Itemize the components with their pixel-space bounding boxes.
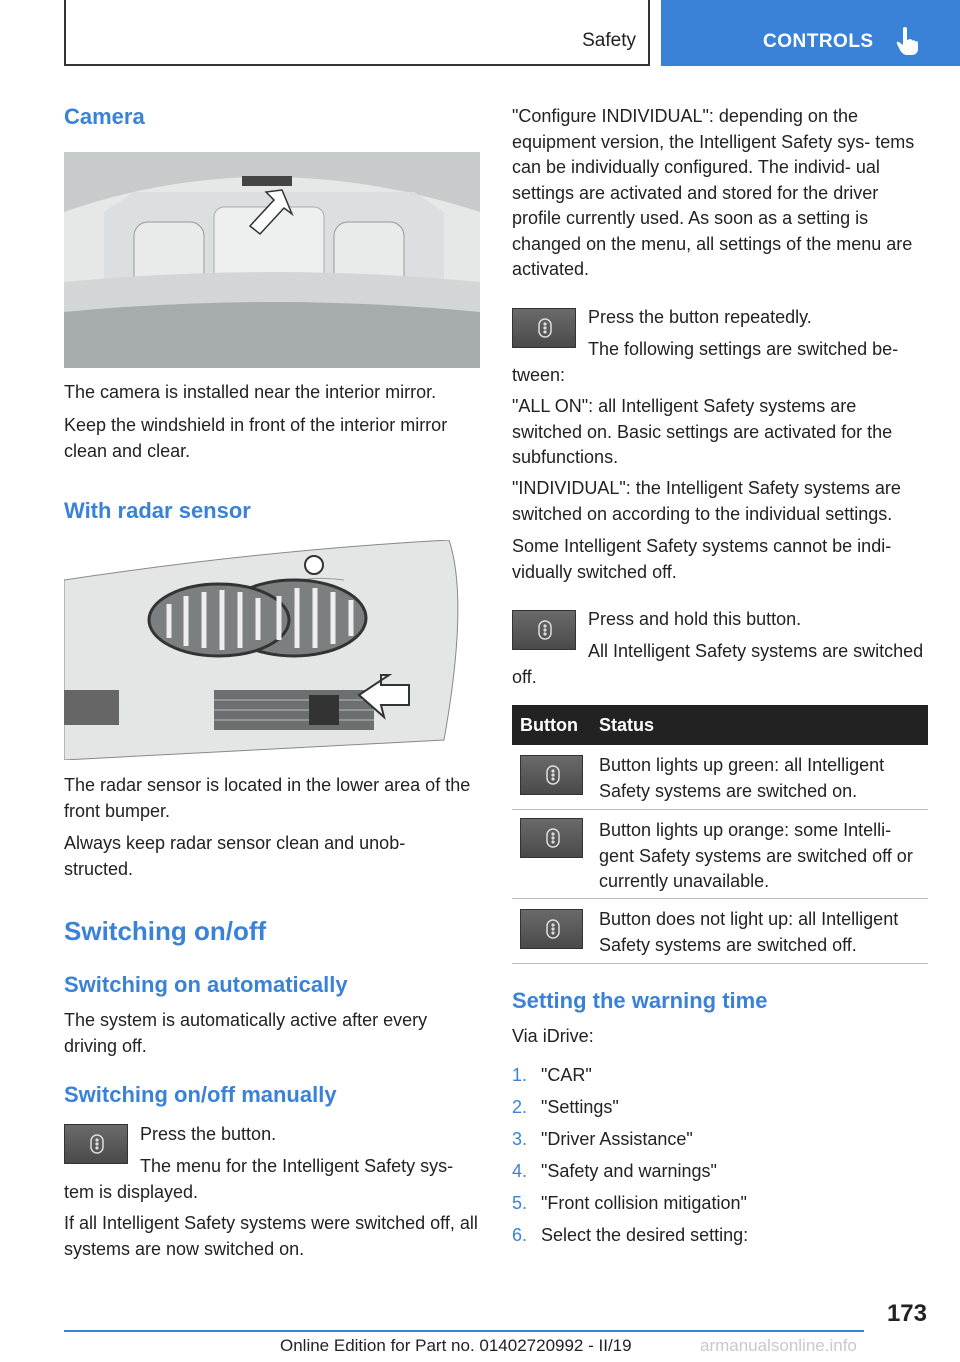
step-text: "Safety and warnings" <box>541 1161 717 1181</box>
warning-time-heading: Setting the warning time <box>512 988 768 1013</box>
camera-heading: Camera <box>64 104 145 129</box>
table-row <box>512 810 928 899</box>
safety-button-icon <box>537 318 553 338</box>
step-number: 3. <box>512 1129 528 1149</box>
camera-location-image <box>64 152 480 368</box>
status-table-header <box>512 705 928 745</box>
all-on-text: "ALL ON": all Intelligent Safety systems are switched on. Basic settings are activated for the subfunctions. <box>512 396 893 467</box>
safety-button-icon <box>545 828 561 848</box>
table-row <box>512 899 928 964</box>
safety-button-icon <box>545 919 561 939</box>
manual-press-text: Press the button. <box>140 1124 277 1144</box>
footer-edition: Online Edition for Part no. 01402720992 - II/19 <box>280 1336 632 1355</box>
table-status-text: Button lights up green: all Intelligent Safety systems are switched on. <box>599 755 885 801</box>
step-number: 4. <box>512 1161 528 1181</box>
table-row <box>512 745 928 810</box>
step-number: 2. <box>512 1097 528 1117</box>
step-number: 5. <box>512 1193 528 1213</box>
step-text: "Settings" <box>541 1097 619 1117</box>
button-off-image <box>520 909 583 949</box>
manual-text-2: If all Intelligent Safety systems were switched off, all systems are now switched on. <box>64 1213 478 1259</box>
page-number: 173 <box>886 1300 927 1327</box>
camera-text-1: The camera is installed near the interior mirror. <box>64 382 437 402</box>
step-number: 6. <box>512 1225 528 1245</box>
all-off-text: All Intelligent Safety systems are switched off. <box>512 641 924 687</box>
auto-text: The system is automatically active after every driving off. <box>64 1010 428 1056</box>
watermark: armanualsonline.info <box>700 1336 857 1355</box>
manual-heading: Switching on/off manually <box>64 1082 337 1107</box>
hand-pointer-icon <box>895 26 921 56</box>
header-chapter-title: CONTROLS <box>763 31 874 52</box>
press-repeat-text: Press the button repeatedly. <box>588 307 812 327</box>
table-col-status: Status <box>599 715 655 735</box>
header-chapter-tab[interactable] <box>661 0 960 66</box>
safety-button-icon <box>89 1134 105 1154</box>
step-text: "Driver Assistance" <box>541 1129 693 1149</box>
step-number: 1. <box>512 1065 528 1085</box>
button-orange-image <box>520 818 583 858</box>
following-text: The following settings are switched be- tween: <box>512 339 899 385</box>
table-status-text: Button does not light up: all Intelligent Safety systems are switched off. <box>599 909 899 955</box>
footer-divider <box>64 1330 864 1332</box>
some-cannot-text: Some Intelligent Safety systems cannot be indi- vidually switched off. <box>512 536 892 582</box>
auto-heading: Switching on automatically <box>64 972 348 997</box>
radar-heading: With radar sensor <box>64 498 251 523</box>
via-idrive-text: Via iDrive: <box>512 1026 594 1046</box>
camera-text-2: Keep the windshield in front of the interior mirror clean and clear. <box>64 415 448 461</box>
press-hold-text: Press and hold this button. <box>588 609 802 629</box>
table-status-text: Button lights up orange: some Intelli- gent Safety systems are switched off or currently unavailable. <box>599 820 913 891</box>
step-text: "CAR" <box>541 1065 592 1085</box>
individual-text: "INDIVIDUAL": the Intelligent Safety systems are switched on according to the individual settings. <box>512 478 901 524</box>
step-text: "Front collision mitigation" <box>541 1193 747 1213</box>
button-green-image <box>520 755 583 795</box>
manual-menu-text: The menu for the Intelligent Safety sys- tem is displayed. <box>64 1156 454 1202</box>
table-col-button: Button <box>520 715 578 735</box>
radar-text-2: Always keep radar sensor clean and unob- structed. <box>64 833 406 879</box>
configure-text: "Configure INDIVIDUAL": depending on the equipment version, the Intelligent Safety sys- tems can be individually configured. The individ- ual settings are activated and stored for the driver profile currently used. As soon as a setting is changed on the menu, all settings of the menu are activated. <box>512 106 915 279</box>
header-section-title: Safety <box>582 30 636 51</box>
radar-text-1: The radar sensor is located in the lower area of the front bumper. <box>64 775 471 821</box>
header-section-box <box>64 0 650 66</box>
radar-sensor-image <box>64 540 480 760</box>
switching-heading: Switching on/off <box>64 916 267 946</box>
safety-button-icon <box>537 620 553 640</box>
step-text: Select the desired setting: <box>541 1225 749 1245</box>
safety-button-icon <box>545 765 561 785</box>
